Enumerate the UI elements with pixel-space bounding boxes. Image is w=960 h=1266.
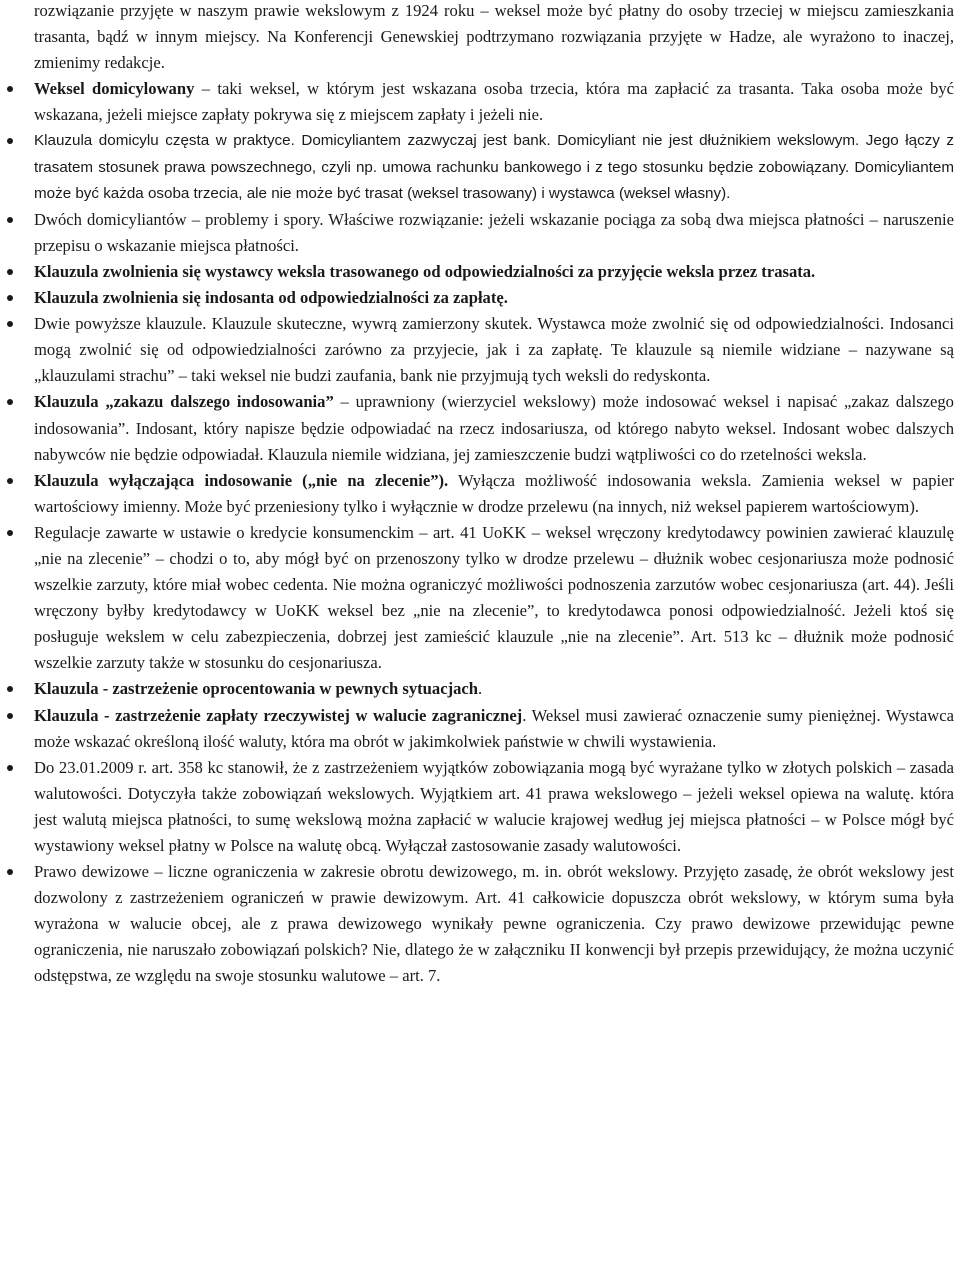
item-heading: Klauzula - zastrzeżenie oprocentowania w pewnych sytuacjach <box>34 679 478 699</box>
item-text: Klauzula domicylu częsta w praktyce. Domicyliantem zazwyczaj jest bank. Domicyliant nie jest dłużnikiem wekslowym. Jego łączy z trasatem stosunek prawa powszechnego, czyli np. umowa rachunku bankowego i z tego stosunku będzie zobowiązany. Domicyliantem może być każda osoba trzecia, ale nie może być trasat (weksel trasowany) i wystawca (weksel własny). <box>34 132 954 202</box>
bullet-icon <box>7 765 13 771</box>
list-item <box>34 389 954 467</box>
bullet-icon <box>7 530 13 536</box>
bullet-icon <box>7 686 13 692</box>
item-heading: Klauzula zwolnienia się wystawcy weksla trasowanego od odpowiedzialności za przyjęcie weksla przez trasata. <box>34 261 816 281</box>
list-item <box>34 76 954 128</box>
item-heading: Klauzula wyłączająca indosowanie („nie na zlecenie”). <box>34 470 449 490</box>
bullet-icon <box>7 321 13 327</box>
item-text: Wyłącza możliwość indosowania weksla. Zamienia weksel w papier wartościowy imienny. Może być przeniesiony tylko i wyłącznie w drodze przelewu (na innych, niż weksel papierem wartościowym). <box>34 470 954 516</box>
bullet-icon <box>7 269 13 275</box>
bullet-icon <box>7 478 13 484</box>
list-item <box>34 520 954 677</box>
item-text: – taki weksel, w którym jest wskazana osoba trzecia, która ma zapłacić za trasanta. Taka osoba może być wskazana, jeżeli miejsce zapłaty pokrywa się z miejscem zapłaty i jeżeli nie. <box>34 79 954 125</box>
item-text: Dwie powyższe klauzule. Klauzule skuteczne, wywrą zamierzony skutek. Wystawca może zwolnić się od odpowiedzialności. Indosanci mogą zwolnić się od odpowiedzialności zarówno za przyjecie, jak i za zapłatę. Te klauzule są niemile widziane – nazywane są „klauzulami strachu” – taki weksel nie budzi zaufania, bank nie przyjmują tych weksli do redyskonta. <box>34 314 954 386</box>
item-text: . Weksel musi zawierać oznaczenie sumy pieniężnej. Wystawca może wskazać określoną ilość waluty, która ma obrót w jakimkolwiek państwie w chwili wystawienia. <box>34 705 955 751</box>
bullet-icon <box>7 138 13 144</box>
list-item <box>34 207 954 259</box>
item-text: . <box>478 679 483 699</box>
item-text: – uprawniony (wierzyciel wekslowy) może indosować weksel i napisać „zakaz dalszego indosowania”. Indosant, który napisze będzie odpowiadać na rzecz indosariusza, od którego nabyto weksel. Indosant wobec dalszych nabywców nie będzie odpowiadał. Klauzula niemile widziana, jej zamieszczenie budzi wątpliwości co do rzetelności weksla. <box>34 392 954 464</box>
list-item <box>34 128 954 206</box>
list-item <box>34 259 954 285</box>
item-text: Dwóch domicyliantów – problemy i spory. Właściwe rozwiązanie: jeżeli wskazanie pociąga za sobą dwa miejsca płatności – naruszenie przepisu o wskazanie miejsca płatności. <box>34 209 954 255</box>
intro-paragraph: rozwiązanie przyjęte w naszym prawie wekslowym z 1924 roku – weksel może być płatny do osoby trzeciej w miejscu zamieszkania trasanta, bądź w innym miejscy. Na Konferencji Genewskiej podtrzymano rozwiązania przyjęte w Hadze, ale wyrażono to inaczej, zmienimy redakcje. <box>34 1 954 73</box>
item-heading: Klauzula - zastrzeżenie zapłaty rzeczywistej w walucie zagranicznej <box>34 705 523 725</box>
item-heading: Klauzula „zakazu dalszego indosowania” <box>34 392 334 412</box>
list-item <box>34 285 954 311</box>
bullet-icon <box>7 713 13 719</box>
list-item <box>34 703 954 755</box>
list-item <box>34 468 954 520</box>
bullet-icon <box>7 399 13 405</box>
item-heading: Klauzula zwolnienia się indosanta od odpowiedzialności za zapłatę. <box>34 288 508 308</box>
list-item <box>34 755 954 859</box>
bullet-icon <box>7 217 13 223</box>
list-item <box>34 311 954 389</box>
item-heading: Weksel domicylowany <box>34 79 195 99</box>
bullet-icon <box>7 295 13 301</box>
item-text: Do 23.01.2009 r. art. 358 kc stanowił, że z zastrzeżeniem wyjątków zobowiązania mogą być wyrażane tylko w złotych polskich – zasada walutowości. Dotyczyła także zobowiązań wekslowych. Wyjątkiem art. 41 prawa wekslowego – jeżeli weksel opiewa na walutę. która jest walutą miejsca płatności, to sumę wekslową można zapłacić w walucie krajowej według jej miejsca płatności – w Polsce mógł być wystawiony weksel płatny w Polsce na walutę obcą. Wyłączał zastosowanie zasady walutowości. <box>34 757 954 855</box>
bullet-icon <box>7 869 13 875</box>
item-text: Prawo dewizowe – liczne ograniczenia w zakresie obrotu dewizowego, m. in. obrót wekslowy. Przyjęto zasadę, że obrót wekslowy jest dozwolony z zastrzeżeniem ograniczeń w prawie dewizowym. Art. 41 całkowicie dopuszcza obrót wekslowy, w którym suma była wyrażona w walucie obcej, ale z prawa dewizowego wynikały pewne ograniczenia. Czy prawo dewizowe przewidując pewne ograniczenia, nie naruszało zobowiązań polskich? Nie, dlatego że w załączniku II konwencji był przepis przewidujący, że można uczynić odstępstwa, ze względu na swoje stosunku walutowe – art. 7. <box>34 862 954 986</box>
list-item <box>34 859 954 989</box>
bullet-icon <box>7 86 13 92</box>
list-item <box>34 676 954 702</box>
item-text: Regulacje zawarte w ustawie o kredycie konsumenckim – art. 41 UoKK – weksel wręczony kredytodawcy powinien zawierać klauzulę „nie na zlecenie” – chodzi o to, aby mógł być on przenoszony tylko w drodze przelewu – dłużnik wobec cesjonariusza może podnosić wszelkie zarzuty, które miał wobec cedenta. Nie można ograniczyć możliwości podnoszenia zarzutów wobec cesjonariusza (art. 44). Jeśli wręczony byłby kredytodawcy w UoKK weksel bez „nie na zlecenie”, to kredytodawca ponosi odpowiedzialność. Jeżeli ktoś się posługuje wekslem w celu zabezpieczenia, dobrzej jest zamieścić klauzule „nie na zlecenie”. Art. 513 kc – dłużnik może podnosić wszelkie zarzuty także w stosunku do cesjonariusza. <box>34 522 954 673</box>
bullet-list <box>34 76 954 989</box>
